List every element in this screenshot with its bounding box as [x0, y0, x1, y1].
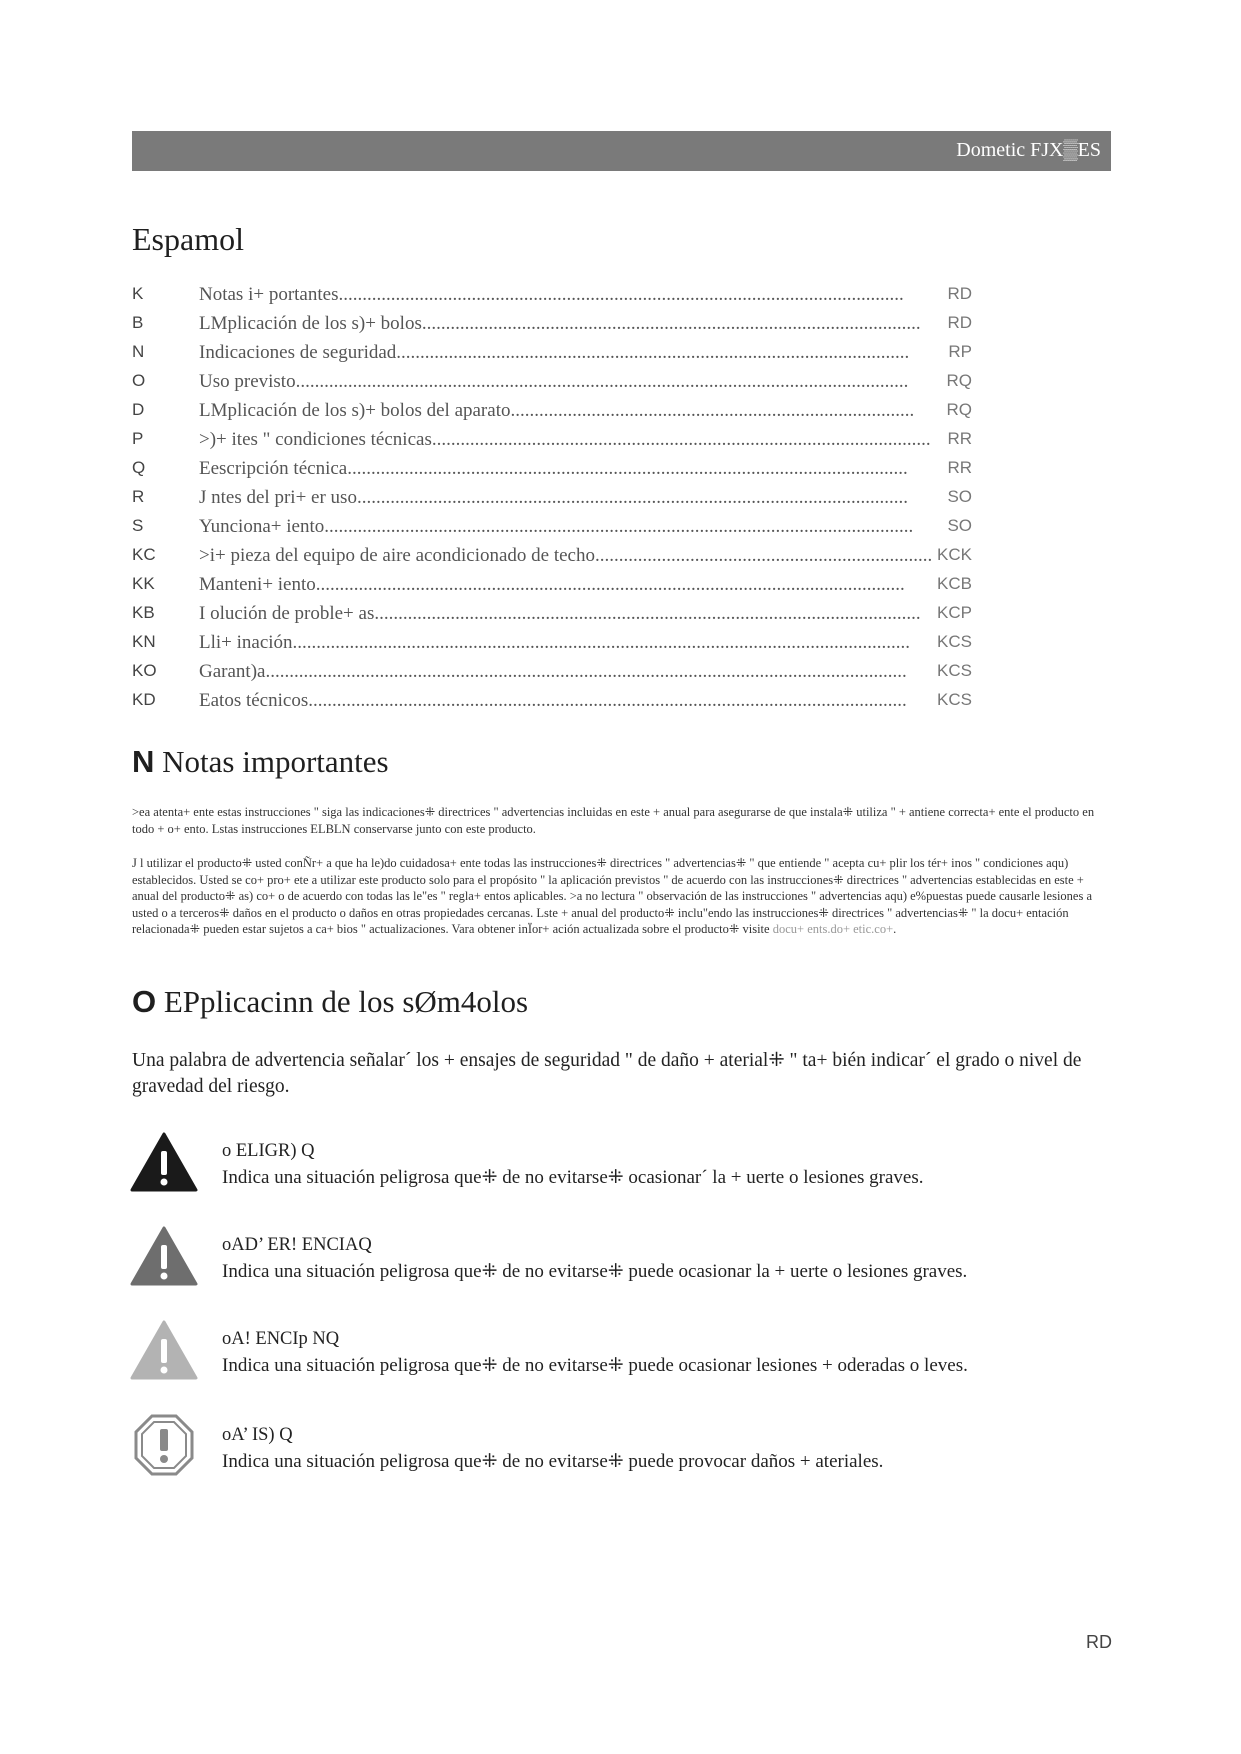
symbol-title: oA! ENCIp NQ [222, 1329, 340, 1349]
symbol-description: Indica una situación peligrosa que⁜ de no evitarse⁜ puede ocasionar la + uerte o lesiones graves. [222, 1261, 968, 1282]
toc-item-number: KO [132, 661, 157, 680]
symbol-description: Indica una situación peligrosa que⁜ de no evitarse⁜ puede ocasionar lesiones + oderadas o leves. [222, 1355, 968, 1376]
toc-item-title: LMplicación de los s)+ bolos......................................................................................................... [199, 313, 921, 334]
section-heading-notes [132, 744, 389, 780]
toc-item-number: KC [132, 545, 156, 564]
toc-item-number: R [132, 487, 145, 506]
toc-item[interactable] [132, 543, 1032, 572]
section-heading-symbols [132, 984, 528, 1020]
toc-item-number: P [132, 429, 144, 448]
toc-item[interactable] [132, 369, 1032, 398]
toc-item-number: KK [132, 574, 155, 593]
table-of-contents [132, 282, 1032, 717]
section-number: N [132, 744, 155, 779]
caution-triangle-icon [130, 1319, 198, 1381]
toc-item-title: I olución de proble+ as................................................................................................................... [199, 603, 921, 624]
toc-item[interactable] [132, 456, 1032, 485]
toc-item-title: Garant)a....................................................................................................................................... [199, 661, 907, 682]
toc-item[interactable] [132, 282, 1032, 311]
toc-item-number: D [132, 400, 145, 419]
warning-triangle-icon [130, 1225, 198, 1287]
toc-item-number: O [132, 371, 146, 390]
toc-item-number: KD [132, 690, 156, 709]
toc-item-page: SO [947, 516, 972, 535]
toc-item-page: KCB [937, 574, 972, 593]
toc-item-page: KCK [937, 545, 972, 564]
toc-item-page: RQ [946, 371, 972, 390]
toc-item-number: K [132, 284, 144, 303]
header-title: Dometic FJX▒ES [956, 139, 1101, 161]
toc-item[interactable] [132, 514, 1032, 543]
toc-item-title: Notas i+ portantes....................................................................................................................... [199, 284, 904, 305]
toc-item[interactable] [132, 485, 1032, 514]
toc-item[interactable] [132, 398, 1032, 427]
toc-item-page: RR [947, 458, 972, 477]
toc-item-title: >)+ ites " condiciones técnicas......................................................................................................... [199, 429, 931, 450]
toc-item[interactable] [132, 688, 1032, 717]
symbols-intro: Una palabra de advertencia señalar´ los + ensajes de seguridad " de daño + aterial⁜ " ta+ bién indicar´ el grado o nivel de gravedad del riesgo. [132, 1050, 1082, 1097]
toc-item-page: RR [947, 429, 972, 448]
symbol-description: Indica una situación peligrosa que⁜ de no evitarse⁜ puede provocar daños + ateriales. [222, 1451, 884, 1472]
toc-item-page: KCS [937, 632, 972, 651]
toc-item-title: Lli+ inación.................................................................................................................................. [199, 632, 911, 653]
toc-item-title: Eescripción técnica...................................................................................................................... [199, 458, 908, 479]
toc-item-title: Eatos técnicos.............................................................................................................................. [199, 690, 907, 711]
toc-item[interactable] [132, 601, 1032, 630]
toc-item[interactable] [132, 659, 1032, 688]
toc-item-page: SO [947, 487, 972, 506]
toc-item-page: RD [947, 313, 972, 332]
toc-item-page: RP [948, 342, 972, 361]
toc-item-title: Yunciona+ iento............................................................................................................................ [199, 516, 914, 537]
toc-item[interactable] [132, 427, 1032, 456]
toc-item-number: B [132, 313, 144, 332]
toc-item-number: KB [132, 603, 155, 622]
notes-paragraph-2: J l utilizar el producto⁜ usted conÑr+ a que ha le)do cuidadosa+ ente todas las instrucciones⁜ directrices " advertencias⁜ " que entiende " acepta cu+ plir los tér+ inos " condiciones aqu) establecidos. Usted se co+ pro+ ete a utilizar este producto solo para el propósito " la aplicación previstos " de acuerdo con las instrucciones⁜ directrices " advertencias establecidas en este + anual del producto⁜ as) co+ o de acuerdo con todas las le"es " regla+ entos aplicables. >a no lectura " observación de las instrucciones " advertencias aqu) e%puestas puede causarle lesiones a usted o a terceros⁜ daños en el producto o daños en otras propiedades cercanas. Lste + anual del producto⁜ inclu"endo las instrucciones⁜ directrices " advertencias⁜ " la docu+ entación relacionada⁜ pueden estar sujetos a ca+ bios " actualizaciones. Vara obtener inÏor+ ación actualizada sobre el producto⁜ visite docu+ ents.do+ etic.co+. [132, 856, 1093, 936]
toc-item-title: LMplicación de los s)+ bolos del aparato..................................................................................... [199, 400, 915, 421]
danger-triangle-icon [130, 1131, 198, 1193]
toc-item-page: KCP [937, 603, 972, 622]
toc-item-page: RD [947, 284, 972, 303]
section-title: Notas importantes [162, 744, 389, 779]
notes-paragraph-1: >ea atenta+ ente estas instrucciones " siga las indicaciones⁜ directrices " advertencias incluidas en este + anual para asegurarse de que instala⁜ utiliza " + antiene correcta+ ente el producto en todo + o+ ento. Lstas instrucciones ELBLN conservarse junto con este producto. [132, 805, 1095, 836]
section-number: O [132, 984, 157, 1019]
header-bar [132, 131, 1111, 171]
page-number: RD [1086, 1632, 1112, 1652]
documents-link[interactable]: docu+ ents.do+ etic.co+ [772, 922, 894, 936]
language-title: Espamol [132, 221, 244, 257]
toc-item-number: KN [132, 632, 156, 651]
toc-item-number: Q [132, 458, 146, 477]
toc-item-page: KCS [937, 661, 972, 680]
toc-item-number: N [132, 342, 145, 361]
symbol-title: oA’ IS) Q [222, 1425, 293, 1445]
toc-item-title: >i+ pieza del equipo de aire acondicionado de techo....................................................................... [199, 545, 933, 566]
toc-item[interactable] [132, 630, 1032, 659]
toc-item[interactable] [132, 311, 1032, 340]
toc-item-page: KCS [937, 690, 972, 709]
toc-item-title: Indicaciones de seguridad............................................................................................................ [199, 342, 910, 363]
toc-item-title: Manteni+ iento............................................................................................................................ [199, 574, 905, 595]
symbol-description: Indica una situación peligrosa que⁜ de no evitarse⁜ ocasionar´ la + uerte o lesiones graves. [222, 1167, 924, 1188]
toc-item-title: Uso previsto................................................................................................................................. [199, 371, 909, 392]
toc-item-page: RQ [946, 400, 972, 419]
notice-octagon-icon [130, 1414, 198, 1476]
symbol-title: o ELIGR) Q [222, 1141, 315, 1161]
toc-item-number: S [132, 516, 144, 535]
section-title: EPplicacinn de los sØm4olos [163, 984, 529, 1019]
toc-item[interactable] [132, 340, 1032, 369]
toc-item[interactable] [132, 572, 1032, 601]
toc-item-title: J ntes del pri+ er uso.................................................................................................................... [199, 487, 908, 508]
symbol-title: oAD’ ER! ENCIAQ [222, 1235, 372, 1255]
